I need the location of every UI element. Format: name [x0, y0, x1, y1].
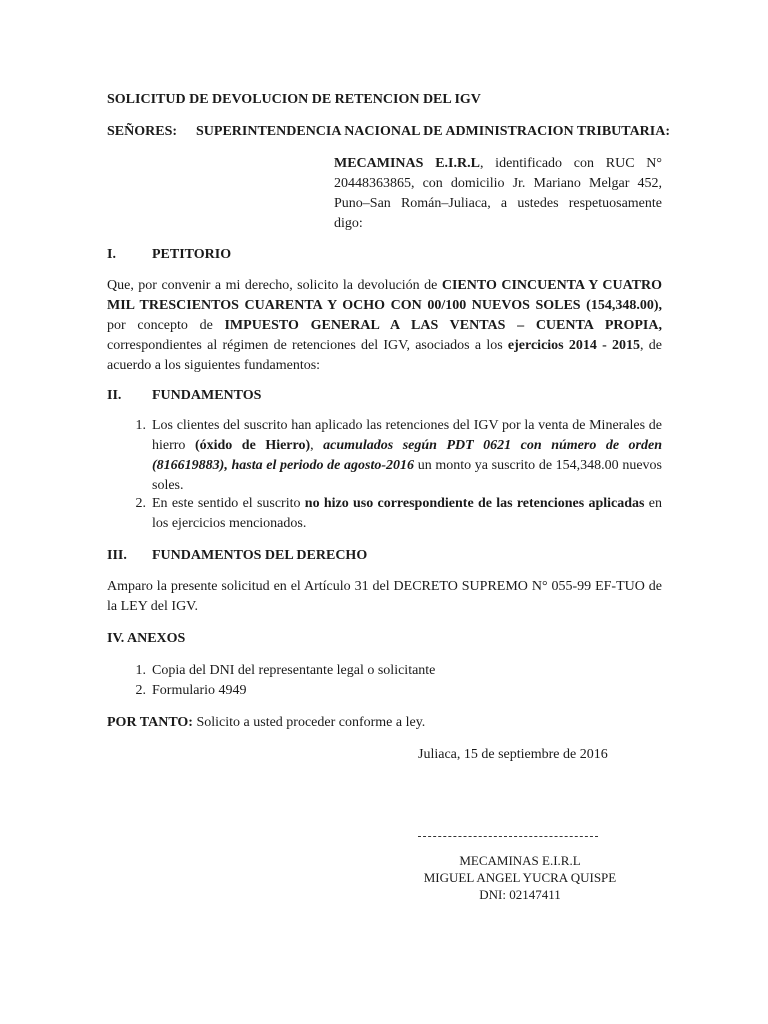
petitorio-concept: IMPUESTO GENERAL A LAS VENTAS – CUENTA PROPIA,	[224, 318, 662, 333]
fundamento-2-part-2: en los ejercicios mencionados.	[152, 496, 663, 531]
anexo-2-text: Formulario 4949	[152, 683, 247, 698]
petitorio-paragraph	[107, 276, 662, 376]
fundamento-1-part-2: ,	[310, 438, 324, 453]
fundamento-2-number: 2.	[135, 496, 146, 511]
signature-line	[418, 836, 598, 837]
anexo-1-text: Copia del DNI del representante legal o solicitante	[152, 663, 436, 678]
recipient-label: SEÑORES:	[107, 124, 178, 139]
fundamento-2-text	[152, 494, 662, 534]
fundamento-1-text	[152, 416, 662, 496]
derecho-paragraph: Amparo la presente solicitud en el Artículo 31 del DECRETO SUPREMO N° 055-99 EF-TUO de la LEY del IGV.	[107, 579, 662, 614]
closing-text: Solicito a usted proceder conforme a ley.	[192, 715, 426, 730]
intro-company: MECAMINAS E.I.R.L	[334, 156, 480, 171]
fundamento-1-part-3: un monto ya suscrito de 154,348.00 nuevos soles.	[152, 458, 662, 493]
fundamento-1-number: 1.	[135, 418, 146, 433]
section-2-heading: FUNDAMENTOS	[152, 388, 262, 403]
fundamento-2-bold: no hizo uso correspondiente de las retenciones aplicadas	[304, 496, 645, 511]
fundamento-2-part-1: En este sentido el suscrito	[152, 496, 305, 511]
fundamento-1-part-1: Los clientes del suscrito han aplicado las retenciones del IGV por la venta de Minerales de hierro	[152, 418, 662, 453]
section-4-heading: IV. ANEXOS	[107, 631, 186, 646]
petitorio-text-4: , de acuerdo a los siguientes fundamentos:	[107, 338, 662, 373]
signature-dni: DNI: 02147411	[479, 887, 561, 902]
closing-label: POR TANTO:	[107, 715, 193, 730]
section-3-number: III.	[107, 548, 127, 563]
petitorio-text-1: Que, por convenir a mi derecho, solicito la devolución de	[107, 278, 442, 293]
section-2-number: II.	[107, 388, 122, 403]
intro-text: , identificado con RUC N° 20448363865, con domicilio Jr. Mariano Melgar 452, Puno–San Román–Juliaca, a ustedes respetuosamente digo:	[334, 156, 662, 231]
anexo-2-number: 2.	[135, 683, 146, 698]
petitorio-years: ejercicios 2014 - 2015	[507, 338, 641, 353]
petitorio-text-3: correspondientes al régimen de retenciones del IGV, asociados a los	[107, 338, 508, 353]
section-1-number: I.	[107, 247, 116, 262]
petitorio-amount: CIENTO CINCUENTA Y CUATRO MIL TRESCIENTOS CUARENTA Y OCHO CON 00/100 NUEVOS SOLES (154,348.00),	[107, 278, 662, 313]
anexo-1-number: 1.	[135, 663, 146, 678]
section-1-heading: PETITORIO	[152, 247, 232, 262]
intro-paragraph	[334, 154, 662, 234]
fundamento-1-mineral: (óxido de Hierro)	[194, 438, 311, 453]
recipient-name: SUPERINTENDENCIA NACIONAL DE ADMINISTRACION TRIBUTARIA:	[196, 124, 671, 139]
petitorio-text-2: por concepto de	[107, 318, 225, 333]
fundamento-1-pdt: acumulados según PDT 0621 con número de orden (816619883), hasta el periodo de agosto-2016	[152, 438, 663, 473]
signature-name: MIGUEL ANGEL YUCRA QUISPE	[423, 870, 617, 885]
document-title: SOLICITUD DE DEVOLUCION DE RETENCION DEL IGV	[107, 92, 481, 107]
signature-company: MECAMINAS E.I.R.L	[459, 853, 581, 868]
signature-block	[410, 852, 630, 903]
closing-paragraph	[107, 713, 662, 733]
city-date: Juliaca, 15 de septiembre de 2016	[418, 747, 608, 762]
section-3-heading: FUNDAMENTOS DEL DERECHO	[152, 548, 368, 563]
